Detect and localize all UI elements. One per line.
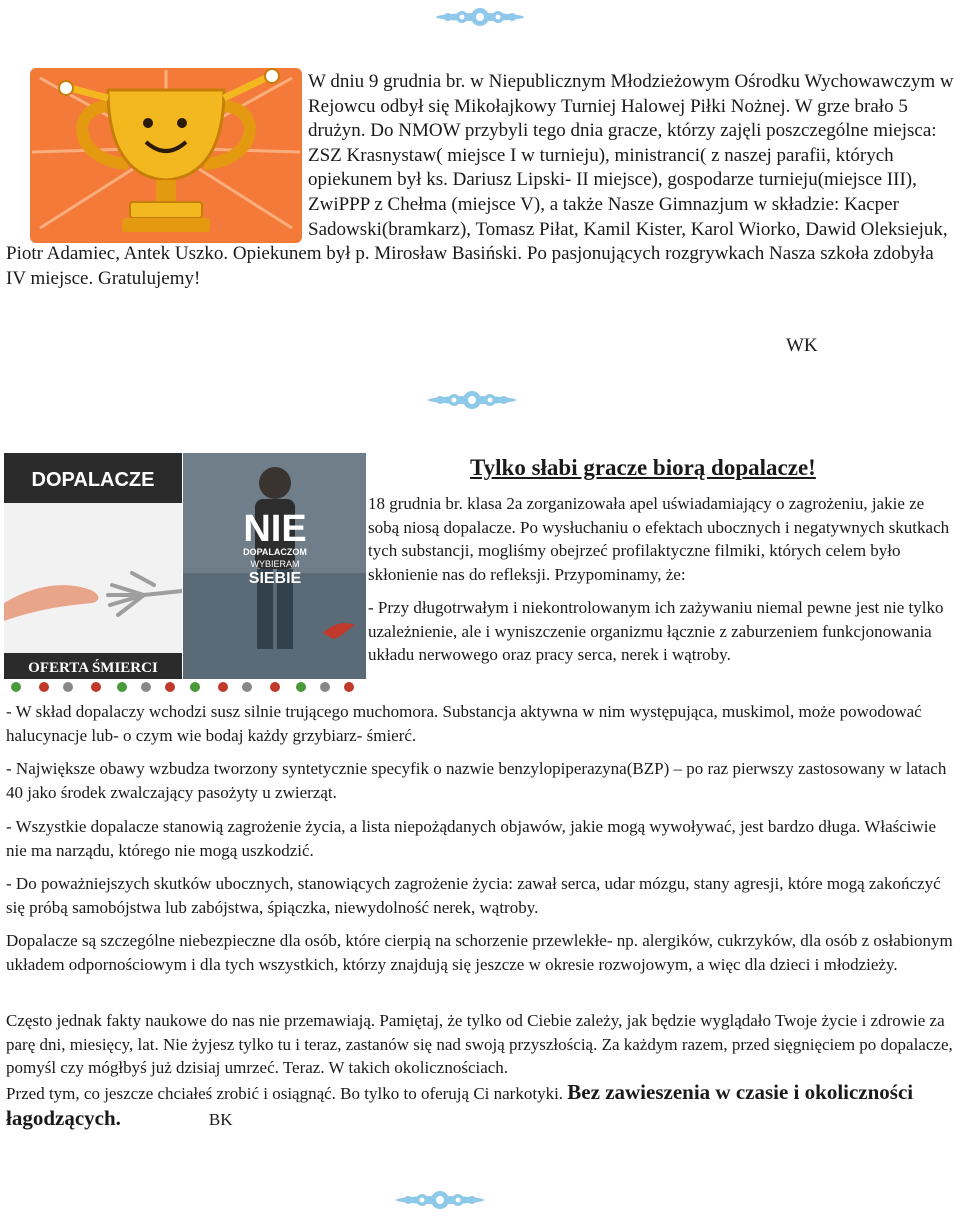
poster2-big-word: NIE [243, 508, 307, 550]
poster2-line2: WYBIERAM [250, 559, 300, 569]
middle-ornament-divider [428, 388, 516, 410]
image-float-spacer [6, 70, 308, 242]
point-muchomor: - W skład dopalaczy wchodzi susz silnie trującego muchomora. Substancja aktywna w nim występująca, muskimol, może powodować halucynacje lub- o czym wie bodaj każdy grzybiarz- śmierć. [6, 702, 922, 745]
snowflake-ornament-icon [396, 1188, 484, 1212]
poster2-line3: SIEBIE [248, 570, 302, 587]
poster-nie-dopalaczom [183, 453, 366, 695]
poster2-line1: DOPALACZOM [243, 547, 307, 557]
point-bzp: - Największe obawy wzbudza tworzony syntetycznie specyfik o nazwie benzylopiperazyna(BZP) – po raz pierwszy zastosowany w latach 40 jako środek zwalczający pasożyty u zwierząt. [6, 759, 947, 802]
paragraph-think-about-future: Często jednak fakty naukowe do nas nie przemawiają. Pamiętaj, że tylko od Ciebie zależy, jak będzie wyglądało Twoje życie i zdrowie za parę dni, miesięcy, lat. Nie żyjesz tylko tu i teraz, zastanów się nad swoją przyszłością. Za każdym razem, przed sięgnięciem po dopalacze, pomyśl czy mógłbyś już dzisiaj umrzeć. Teraz. W takich okolicznościach. [6, 1011, 953, 1077]
poster-graphic [183, 453, 366, 695]
poster1-caption: OFERTA ŚMIERCI [28, 660, 158, 676]
point-all-dangerous: - Wszystkie dopalacze stanowią zagrożenie życia, a lista niepożądanych objawów, jakie mogą wywoływać, jest bardzo długa. Właściwie nie ma narządu, którego nie mogą uszkodzić. [6, 817, 937, 860]
closing-paragraph [6, 1080, 958, 1132]
top-ornament-divider [436, 5, 524, 27]
snowflake-ornament-icon [436, 5, 524, 29]
article-intro: 18 grudnia br. klasa 2a zorganizowała apel uświadamiający o zagrożeniu, jakie ze sobą niosą dopalacze. Po wysłuchaniu o efektach ubocznych i negatywnych skutkach tych substancji, mogliśmy obejrzeć profilaktyczne filmiki, których celem było skłonienie nas do refleksji. Przypominamy, że: [368, 494, 950, 584]
author-signature-wk: WK [786, 335, 818, 356]
tournament-article [6, 70, 956, 291]
article-title: Tylko słabi gracze biorą dopalacze! [470, 455, 816, 480]
poster1-heading: DOPALACZE [31, 469, 155, 491]
point-long-term-use: - Przy długotrwałym i niekontrolowanym ich zażywaniu niemal pewne jest nie tylko uzależnienie, ale i wyniszczenie organizmu łącznie z zaburzeniem funkcjonowania układu nerwowego oraz pracy serca, nerek i wątroby. [368, 598, 944, 664]
bottom-ornament-divider [396, 1188, 484, 1210]
snowflake-ornament-icon [428, 388, 516, 412]
closing-plain-text: Przed tym, co jeszcze chciałeś zrobić i osiągnąć. Bo tylko to oferują Ci narkotyki. [6, 1084, 564, 1103]
poster-dopalacze-oferta-smierci [4, 453, 182, 695]
paragraph-risk-groups: Dopalacze są szczególne niebezpieczne dla osób, które cierpią na schorzenie przewlekłe- np. alergików, cukrzyków, dla osób z osłabionym układem odpornościowym i dla tych wszystkich, którzy znajdują się jeszcze w okresie rozwojowym, a więc dla dzieci i młodzieży. [6, 931, 953, 974]
point-side-effects: - Do poważniejszych skutków ubocznych, stanowiących zagrożenie życia: zawał serca, udar mózgu, stany agresji, które mogą zakończyć się próbą samobójstwa lub zabójstwa, śpiączka, niewydolność nerek, wątroby. [6, 874, 941, 917]
tournament-paragraph: W dniu 9 grudnia br. w Niepublicznym Młodzieżowym Ośrodku Wychowawczym w Rejowcu odbył się Mikołajkowy Turniej Halowej Piłki Nożnej. W grze brało 5 drużyn. Do NMOW przybyli tego dnia gracze, którzy zajęli poszczególne miejsca: ZSZ Krasnystaw( miejsce I w turnieju), ministranci( z naszej parafii, których opiekunem był ks. Dariusz Lipski- II miejsce), gospodarze turnieju(miejsce III), ZwiPPP z Chełma (miejsce V), a także Nasze Gimnazjum w składzie: Kacper Sadowski(bramkarz), Tomasz Piłat, Kamil Kister, Karol Wiorko, Dawid Oleksiejuk, Piotr Adamiec, Antek Uszko. Opiekunem był p. Mirosław Basiński. Po pasjonujących rozgrywkach Nasza szkoła zdobyła IV miejsce. Gratulujemy! [6, 71, 954, 289]
author-signature-bk: BK [208, 1110, 233, 1129]
closing-bold-text: Bez zawieszenia w czasie i okoliczności łagodzących. [6, 1080, 914, 1130]
poster-graphic [4, 453, 182, 695]
